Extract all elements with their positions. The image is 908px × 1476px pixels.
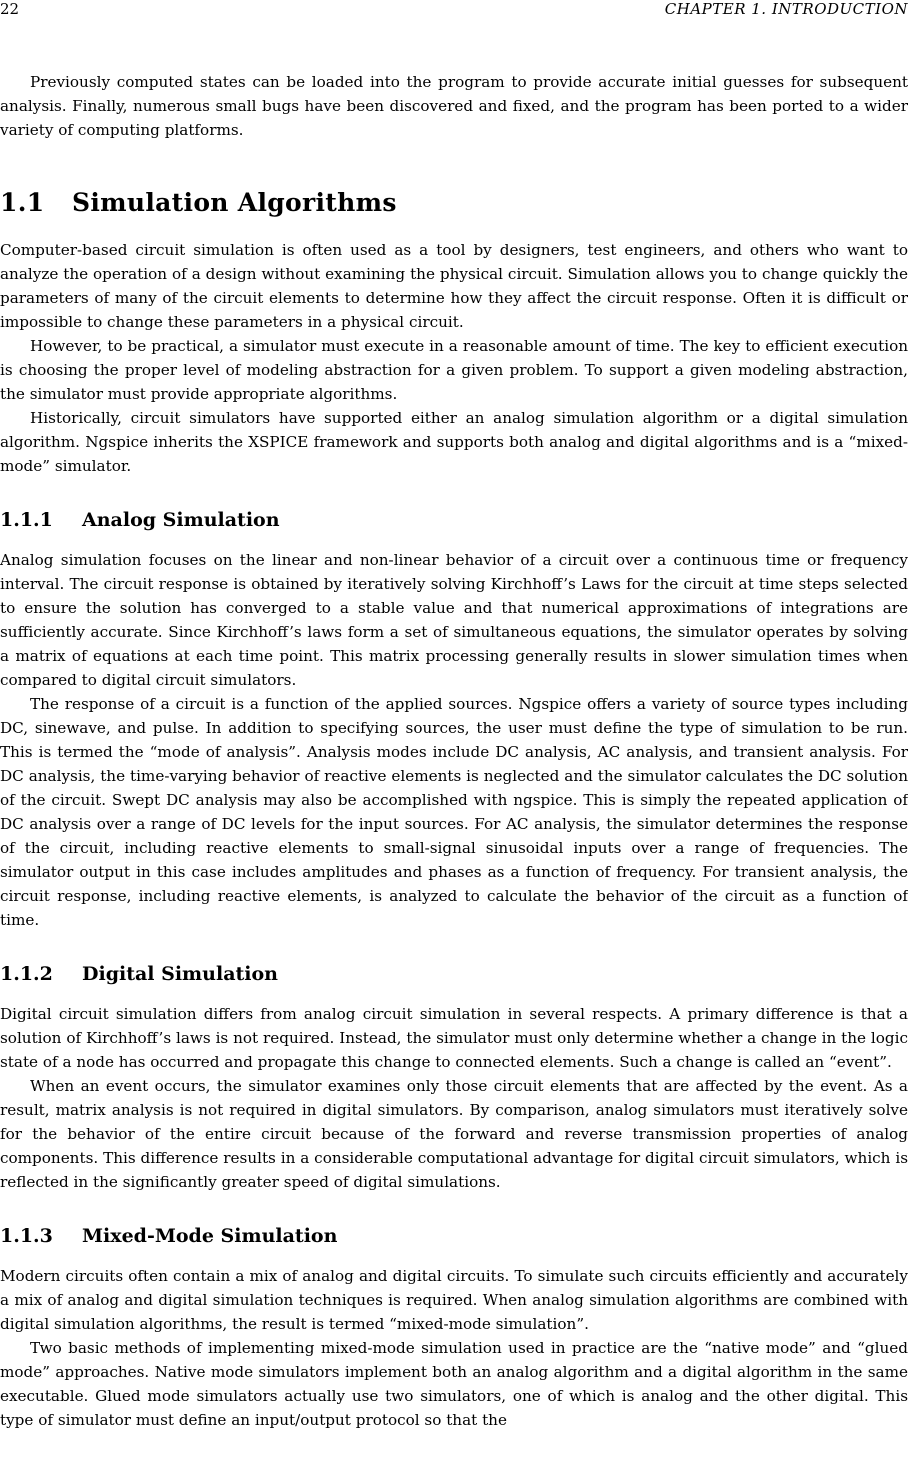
section-title: Simulation Algorithms	[72, 188, 397, 217]
subsection-number: 1.1.3	[0, 1225, 53, 1247]
subsection-heading-analog	[0, 508, 908, 532]
subsection-heading-digital	[0, 962, 908, 986]
page-body	[0, 70, 908, 1432]
digital-paragraph: When an event occurs, the simulator examines only those circuit elements that are affected by the event. As a result, matrix analysis is not required in digital simulators. By comparison, analog simulators must iteratively solve for the behavior of the entire circuit because of the forward and reverse transmission properties of analog components. This difference results in a considerable computational advantage for digital circuit simulators, which is reflected in the significantly greater speed of digital simulations.	[0, 1077, 908, 1191]
running-title: CHAPTER 1. INTRODUCTION	[664, 0, 908, 18]
section-paragraph: However, to be practical, a simulator must execute in a reasonable amount of time. The key to efficient execution is choosing the proper level of modeling abstraction for a given problem. To support a given modeling abstraction, the simulator must provide appropriate algorithms.	[0, 337, 908, 403]
subsection-title: Mixed-Mode Simulation	[82, 1225, 338, 1247]
section-paragraph: Computer-based circuit simulation is often used as a tool by designers, test engineers, and others who want to analyze the operation of a design without examining the physical circuit. Simulation allows you to change quickly the parameters of many of the circuit elements to determine how they affect the circuit response. Often it is difficult or impossible to change these parameters in a physical circuit.	[0, 241, 908, 331]
mixed-mode-paragraph: Modern circuits often contain a mix of analog and digital circuits. To simulate such circuits efficiently and accurately a mix of analog and digital simulation techniques is required. When analog simulation algorithms are combined with digital simulation algorithms, the result is termed “mixed-mode simulation”.	[0, 1267, 908, 1333]
subsection-title: Digital Simulation	[82, 963, 278, 985]
subsection-number: 1.1.1	[0, 509, 53, 531]
page-number: 22	[0, 0, 20, 18]
subsection-heading-mixed-mode	[0, 1224, 908, 1248]
section-number: 1.1	[0, 188, 45, 217]
section-heading	[0, 188, 908, 218]
section-paragraph: Historically, circuit simulators have supported either an analog simulation algorithm or a digital simulation algorithm. Ngspice inherits the XSPICE framework and supports both analog and digital algorithms and is a “mixed-mode” simulator.	[0, 409, 908, 475]
mixed-mode-paragraph: Two basic methods of implementing mixed-mode simulation used in practice are the “native mode” and “glued mode” approaches. Native mode simulators implement both an analog algorithm and a digital algorithm in the same executable. Glued mode simulators actually use two simulators, one of which is analog and the other digital. This type of simulator must define an input/output protocol so that the	[0, 1339, 908, 1429]
subsection-title: Analog Simulation	[82, 509, 280, 531]
analog-paragraph: Analog simulation focuses on the linear and non-linear behavior of a circuit over a continuous time or frequency interval. The circuit response is obtained by iteratively solving Kirchhoff’s Laws for the circuit at time steps selected to ensure the solution has converged to a stable value and that numerical approximations of integrations are sufficiently accurate. Since Kirchhoff’s laws form a set of simultaneous equations, the simulator operates by solving a matrix of equations at each time point. This matrix processing generally results in slower simulation times when compared to digital circuit simulators.	[0, 551, 908, 689]
analog-paragraph: The response of a circuit is a function of the applied sources. Ngspice offers a variety of source types including DC, sinewave, and pulse. In addition to specifying sources, the user must define the type of simulation to be run. This is termed the “mode of analysis”. Analysis modes include DC analysis, AC analysis, and transient analysis. For DC analysis, the time-varying behavior of reactive elements is neglected and the simulator calculates the DC solution of the circuit. Swept DC analysis may also be accomplished with ngspice. This is simply the repeated application of DC analysis over a range of DC levels for the input sources. For AC analysis, the simulator determines the response of the circuit, including reactive elements to small-signal sinusoidal inputs over a range of frequencies. The simulator output in this case includes amplitudes and phases as a function of frequency. For transient analysis, the circuit response, including reactive elements, is analyzed to calculate the behavior of the circuit as a function of time.	[0, 695, 908, 929]
digital-paragraph: Digital circuit simulation differs from analog circuit simulation in several respects. A primary difference is that a solution of Kirchhoff’s laws is not required. Instead, the simulator must only determine whether a change in the logic state of a node has occurred and propagate this change to connected elements. Such a change is called an “event”.	[0, 1005, 908, 1071]
subsection-number: 1.1.2	[0, 963, 53, 985]
page-header	[0, 0, 908, 20]
intro-paragraph: Previously computed states can be loaded into the program to provide accurate initial guesses for subsequent analysis. Finally, numerous small bugs have been discovered and fixed, and the program has been ported to a wider variety of computing platforms.	[0, 73, 908, 139]
